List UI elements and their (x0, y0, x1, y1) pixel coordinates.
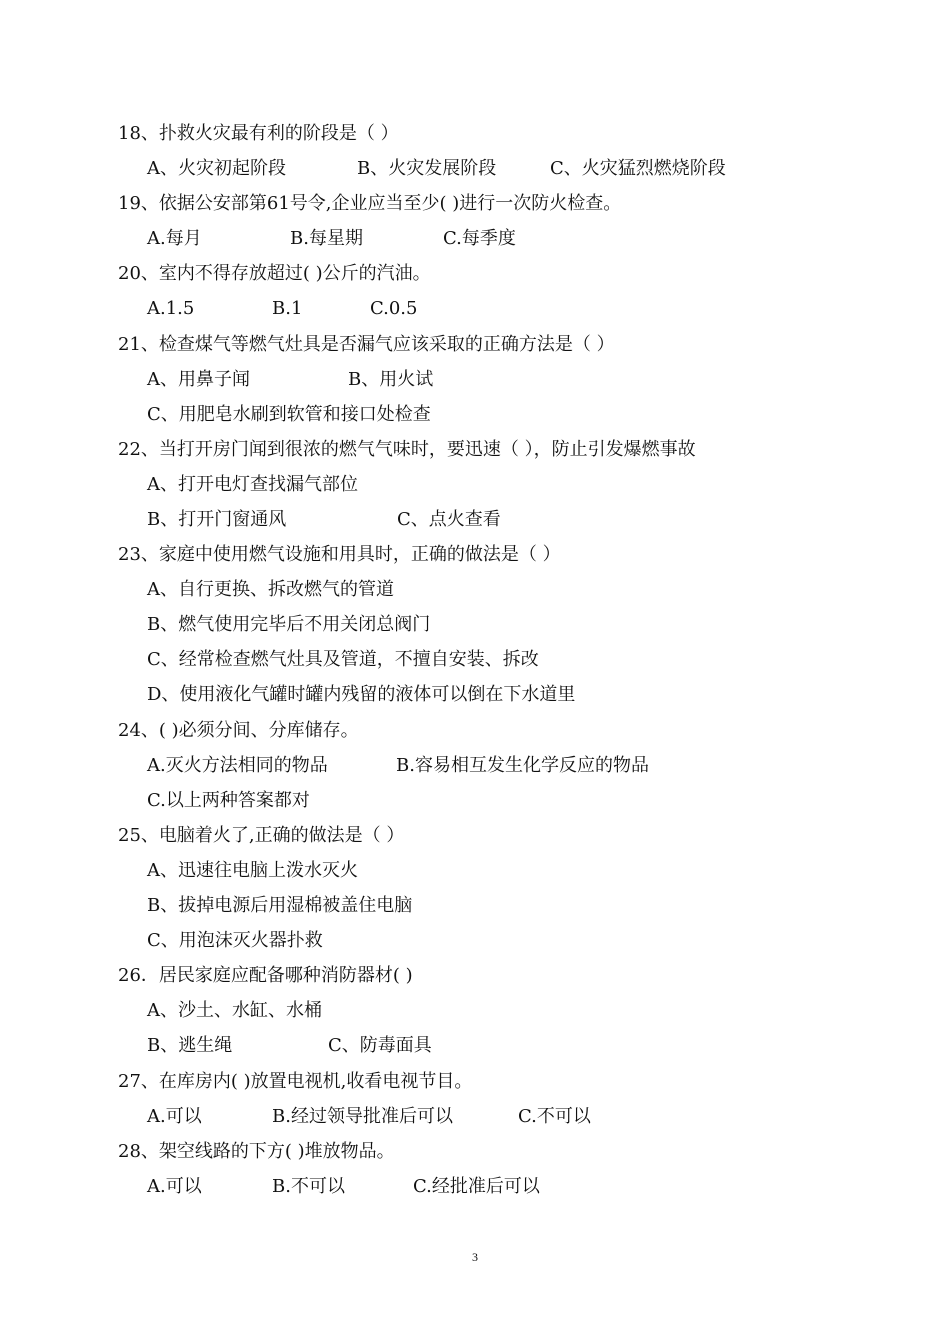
question-26-option-b: B、逃生绳 (147, 1035, 233, 1056)
question-20-option-b: B.1 (272, 298, 303, 319)
question-25-option-a: A、迅速往电脑上泼水灭火 (147, 860, 358, 881)
question-23-option-a: A、自行更换、拆改燃气的管道 (147, 579, 394, 600)
question-18-stem: 18、扑救火灾最有利的阶段是（ ） (118, 123, 399, 144)
question-19-option-c: C.每季度 (443, 228, 516, 249)
question-18-option-c: C、火灾猛烈燃烧阶段 (550, 158, 726, 179)
question-26-option-c: C、防毒面具 (328, 1035, 432, 1056)
question-27-option-c: C.不可以 (518, 1106, 591, 1127)
page-number: 3 (472, 1250, 478, 1264)
question-28-option-c: C.经批准后可以 (413, 1176, 540, 1197)
question-22-option-b: B、打开门窗通风 (147, 509, 287, 530)
question-23-option-b: B、燃气使用完毕后不用关闭总阀门 (147, 614, 431, 635)
question-20-option-a: A.1.5 (147, 298, 195, 319)
question-21-option-c: C、用肥皂水刷到软管和接口处检查 (147, 404, 431, 425)
question-19-stem: 19、依据公安部第61号令,企业应当至少( )进行一次防火检查。 (118, 193, 622, 214)
question-24-stem: 24、( )必须分间、分库储存。 (118, 720, 359, 741)
question-25-option-b: B、拔掉电源后用湿棉被盖住电脑 (147, 895, 413, 916)
question-23-option-c: C、经常检查燃气灶具及管道，不擅自安装、拆改 (147, 649, 539, 670)
question-19-option-b: B.每星期 (290, 228, 363, 249)
question-25-option-c: C、用泡沫灭火器扑救 (147, 930, 323, 951)
question-22-stem: 22、当打开房门闻到很浓的燃气气味时，要迅速（ ），防止引发爆燃事故 (118, 439, 696, 460)
question-21-stem: 21、检查煤气等燃气灶具是否漏气应该采取的正确方法是（ ） (118, 334, 615, 355)
question-27-stem: 27、在库房内( )放置电视机,收看电视节目。 (118, 1071, 473, 1092)
question-24-option-a: A.灭火方法相同的物品 (147, 755, 328, 776)
question-28-stem: 28、架空线路的下方( )堆放物品。 (118, 1141, 395, 1162)
question-23-option-d: D、使用液化气罐时罐内残留的液体可以倒在下水道里 (147, 684, 576, 705)
question-25-stem: 25、电脑着火了,正确的做法是（ ） (118, 825, 405, 846)
question-24-option-b: B.容易相互发生化学反应的物品 (396, 755, 649, 776)
question-23-stem: 23、家庭中使用燃气设施和用具时，正确的做法是（ ） (118, 544, 561, 565)
question-28-option-a: A.可以 (147, 1176, 202, 1197)
question-21-option-b: B、用火试 (348, 369, 434, 390)
question-20-option-c: C.0.5 (370, 298, 418, 319)
question-27-option-b: B.经过领导批准后可以 (272, 1106, 453, 1127)
question-22-option-a: A、打开电灯查找漏气部位 (147, 474, 358, 495)
question-18-option-b: B、火灾发展阶段 (357, 158, 497, 179)
question-19-option-a: A.每月 (147, 228, 202, 249)
question-27-option-a: A.可以 (147, 1106, 202, 1127)
question-22-option-c: C、点火查看 (397, 509, 501, 530)
question-28-option-b: B.不可以 (272, 1176, 345, 1197)
question-21-option-a: A、用鼻子闻 (147, 369, 250, 390)
question-24-option-c: C.以上两种答案都对 (147, 790, 310, 811)
question-18-option-a: A、火灾初起阶段 (147, 158, 286, 179)
question-20-stem: 20、室内不得存放超过( )公斤的汽油。 (118, 263, 431, 284)
question-26-stem: 26．居民家庭应配备哪种消防器材( ) (118, 965, 413, 986)
question-26-option-a: A、沙土、水缸、水桶 (147, 1000, 322, 1021)
